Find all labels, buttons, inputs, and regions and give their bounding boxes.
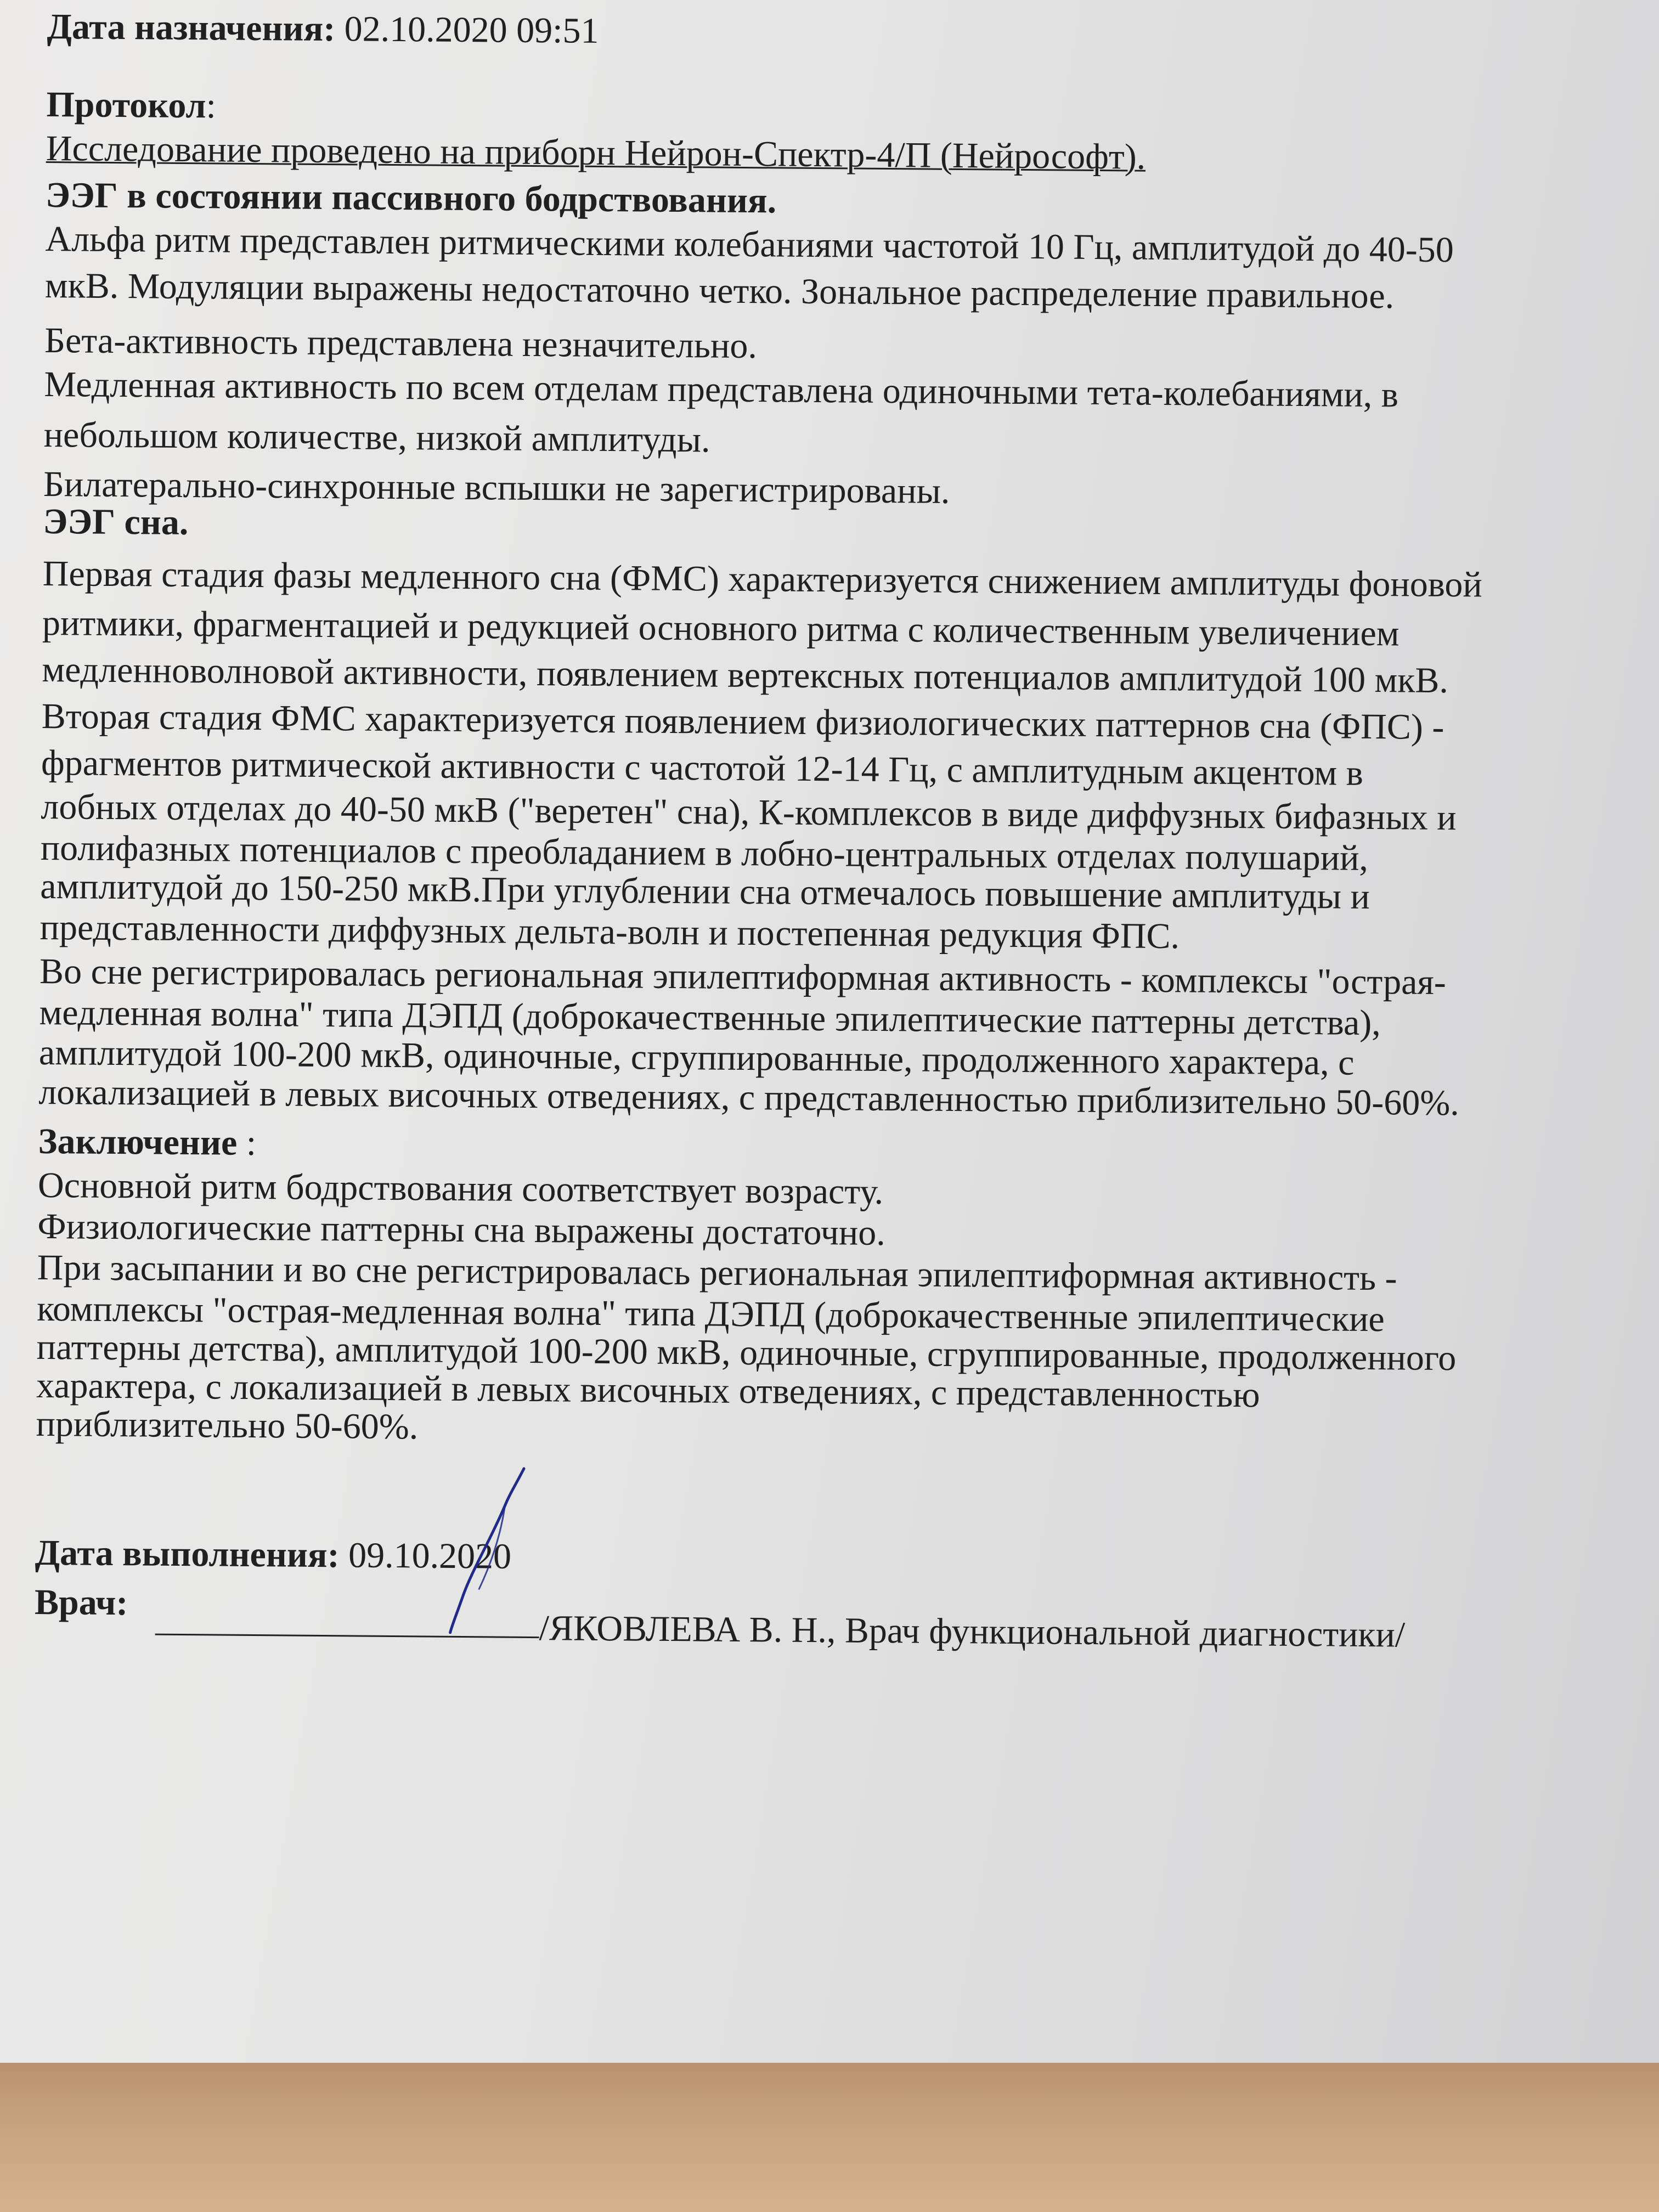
awake-heading: ЭЭГ в состоянии пассивного бодрствования. [45,174,777,221]
sleep-line: фрагментов ритмической активности с частотой 12-14 Гц, с амплитудным акцентом в [41,742,1364,793]
protocol-label-row [46,82,216,128]
awake-line: Билатерально-синхронные вспышки не зарегистрированы. [43,464,950,511]
date-done-label: Дата выполнения: [35,1532,340,1576]
conclusion-line: комплексы "острая-медленная волна" типа ДЭПД (доброкачественные эпилептические [36,1288,1385,1340]
awake-line: мкВ. Модуляции выражены недостаточно четко. Зональное распределение правильное. [44,265,1395,317]
awake-line: небольшом количестве, низкой амплитуды. [43,414,710,460]
conclusion-line: паттерны детства), амплитудой 100-200 мкВ, одиночные, сгруппированные, продолженного [36,1327,1457,1379]
sleep-line: амплитудой 100-200 мкВ, одиночные, сгруппированные, продолженного характера, с [38,1032,1355,1083]
doctor-name: /ЯКОВЛЕВА В. Н., Врач функциональной диагностики/ [539,1608,1406,1655]
sleep-line: амплитудой до 150-250 мкВ.При углублении сна отмечалось повышение амплитуды и [40,866,1370,917]
doctor-label: Врач: [34,1582,128,1623]
signature-mark [397,1462,563,1639]
sleep-line: медленноволновой активности, появлением вертексных потенциалов амплитудой 100 мкВ. [42,649,1449,701]
sleep-line: медленная волна" типа ДЭПД (доброкачественные эпилептические паттерны детства), [39,992,1381,1043]
conclusion-line: При засыпании и во сне регистрировалась региональная эпилептиформная активность - [37,1247,1397,1299]
sleep-line: лобных отделах до 40-50 мкВ ("веретен" сна), К-комплексов в виде диффузных бифазных и [41,786,1457,838]
document-body [34,0,1638,1655]
date-assigned-value: 02.10.2020 09:51 [344,9,599,51]
date-assigned-row [47,4,599,54]
sleep-line: Во сне регистрировалась региональная эпилептиформная активность - комплексы "острая- [39,951,1447,1003]
conclusion-label-row [38,1119,256,1166]
awake-line: Медленная активность по всем отделам представлена одиночными тета-колебаниями, в [44,364,1399,415]
sleep-line: Первая стадия фазы медленного сна (ФМС) характеризуется снижением амплитуды фоновой [42,553,1483,605]
sleep-heading: ЭЭГ сна. [43,501,189,543]
awake-line: Бета-активность представлена незначительно. [44,320,758,366]
sleep-line: локализацией в левых височных отведениях, с представленностью приблизительно 50-60%. [38,1071,1460,1124]
conclusion-colon: : [237,1122,257,1164]
awake-line: Альфа ритм представлен ритмическими колебаниями частотой 10 Гц, амплитудой до 40-50 [45,218,1454,270]
table-surface [0,2063,1659,2212]
device-line: Исследование проведено на приборн Нейрон-Спектр-4/П (Нейрософт). [46,128,1146,177]
sleep-line: полифазных потенциалов с преобладанием в лобно-центральных отделах полушарий, [40,827,1369,878]
sleep-line: Вторая стадия ФМС характеризуется появлением физиологических паттернов сна (ФПС) - [41,696,1444,748]
conclusion-line: Основной ритм бодрствования соответствует возрасту. [37,1165,884,1212]
sleep-line: представленности диффузных дельта-волн и постепенная редукция ФПС. [40,907,1180,957]
conclusion-line: Физиологические паттерны сна выражены достаточно. [37,1206,886,1254]
date-assigned-label: Дата назначения: [47,6,336,49]
conclusion-line: приблизительно 50-60%. [36,1403,419,1447]
protocol-label: Протокол [46,84,206,126]
doctor-row [35,1580,128,1626]
date-done-value: 09.10.2020 [348,1535,512,1577]
conclusion-label: Заключение [38,1121,238,1163]
conclusion-line: характера, с локализацией в левых височных отведениях, с представленностью [36,1365,1260,1415]
protocol-colon: : [206,86,217,126]
sleep-line: ритмики, фрагментацией и редукцией основного ритма с количественным увеличением [42,602,1400,654]
